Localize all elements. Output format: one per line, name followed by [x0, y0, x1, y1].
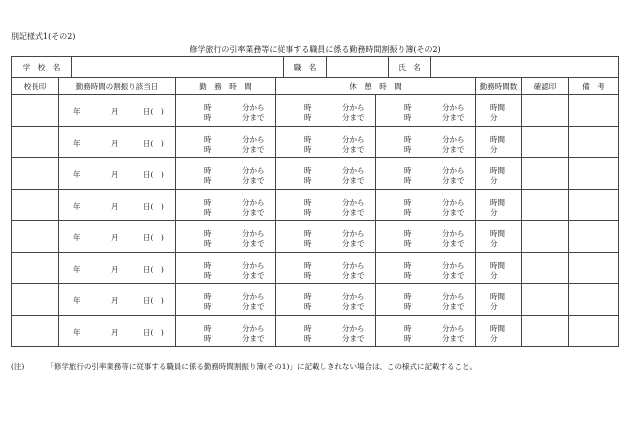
confirm-seal-cell[interactable] [522, 158, 569, 190]
minutes-label: 分 [490, 113, 498, 122]
hours-label: 時間 [490, 323, 505, 333]
from-label: 分から [442, 166, 465, 175]
from-label: 分から [342, 260, 365, 270]
name-field[interactable] [431, 57, 619, 78]
break-time-cell-2[interactable] [376, 284, 476, 316]
month-label: 月 [111, 138, 119, 148]
column-header-row [12, 78, 619, 95]
hour-label: 時 [404, 197, 412, 207]
hour-label: 時 [304, 270, 312, 280]
hour-label: 時 [304, 166, 312, 175]
minutes-label: 分 [490, 176, 498, 185]
principal-seal-cell[interactable] [12, 95, 59, 127]
date-cell[interactable] [59, 221, 176, 253]
work-time-cell[interactable] [176, 126, 276, 158]
month-label: 月 [111, 264, 119, 274]
hour-label: 時 [404, 166, 412, 175]
hour-label: 時 [204, 292, 212, 301]
work-hours-cell[interactable] [476, 95, 522, 127]
hour-label: 時 [304, 239, 312, 248]
col-target-date: 勤務時間の割振り該当日 [59, 78, 176, 95]
remarks-cell[interactable] [569, 221, 619, 253]
work-time-cell[interactable] [176, 95, 276, 127]
hour-label: 時 [404, 323, 412, 333]
footnote-text: 「修学旅行の引率業務等に従事する職員に係る勤務時間割振り簿(その1)」に記載しきれない場合は、この様式に記載すること。 [46, 362, 477, 371]
confirm-seal-cell[interactable] [522, 284, 569, 316]
break-time-cell-2[interactable] [376, 221, 476, 253]
hour-label: 時 [304, 134, 312, 144]
break-time-cell-2[interactable] [376, 158, 476, 190]
hour-label: 時 [304, 176, 312, 185]
work-hours-cell[interactable] [476, 126, 522, 158]
year-label: 年 [73, 264, 81, 274]
until-label: 分まで [342, 333, 365, 343]
break-time-cell-2[interactable] [376, 95, 476, 127]
year-label: 年 [73, 201, 81, 211]
minutes-label: 分 [490, 333, 498, 343]
from-label: 分から [342, 292, 365, 301]
break-time-cell-1[interactable] [276, 284, 376, 316]
from-label: 分から [242, 166, 265, 175]
from-label: 分から [342, 134, 365, 144]
until-label: 分まで [342, 239, 365, 248]
hour-label: 時 [404, 207, 412, 217]
until-label: 分まで [442, 207, 465, 217]
month-label: 月 [111, 107, 119, 116]
work-time-cell[interactable] [176, 158, 276, 190]
from-label: 分から [242, 197, 265, 207]
hours-label: 時間 [490, 103, 505, 112]
date-cell[interactable] [59, 189, 176, 221]
from-label: 分から [342, 229, 365, 238]
from-label: 分から [442, 103, 465, 112]
hour-label: 時 [304, 113, 312, 122]
hour-label: 時 [304, 333, 312, 343]
col-remarks: 備 考 [569, 78, 619, 95]
page-title: 修学旅行の引率業務等に従事する職員に係る勤務時間割振り簿(その2) [189, 45, 441, 54]
hour-label: 時 [304, 103, 312, 112]
until-label: 分まで [342, 207, 365, 217]
confirm-seal-cell[interactable] [522, 189, 569, 221]
year-label: 年 [73, 170, 81, 179]
date-cell[interactable] [59, 95, 176, 127]
remarks-cell[interactable] [569, 95, 619, 127]
work-hours-cell[interactable] [476, 315, 522, 347]
principal-seal-cell[interactable] [12, 315, 59, 347]
break-time-cell-1[interactable] [276, 221, 376, 253]
break-time-cell-2[interactable] [376, 252, 476, 284]
from-label: 分から [442, 292, 465, 301]
day-label: 日( ) [143, 170, 164, 179]
hour-label: 時 [404, 260, 412, 270]
until-label: 分まで [242, 302, 265, 311]
col-work-hours: 勤務時間数 [476, 78, 522, 95]
hour-label: 時 [304, 229, 312, 238]
footnote-label: (注) [11, 362, 25, 371]
position-label: 職 名 [284, 57, 327, 78]
day-label: 日( ) [143, 296, 164, 305]
header-table [11, 56, 619, 78]
work-hours-cell[interactable] [476, 284, 522, 316]
hour-label: 時 [304, 302, 312, 311]
hour-label: 時 [204, 176, 212, 185]
hour-label: 時 [204, 260, 212, 270]
month-label: 月 [111, 233, 119, 242]
until-label: 分まで [342, 144, 365, 154]
principal-seal-cell[interactable] [12, 126, 59, 158]
hour-label: 時 [204, 239, 212, 248]
minutes-label: 分 [490, 239, 498, 248]
until-label: 分まで [442, 144, 465, 154]
minutes-label: 分 [490, 270, 498, 280]
work-time-cell[interactable] [176, 284, 276, 316]
until-label: 分まで [342, 113, 365, 122]
col-principal-seal: 校長印 [12, 78, 59, 95]
until-label: 分まで [442, 113, 465, 122]
from-label: 分から [442, 134, 465, 144]
table-row [12, 158, 619, 190]
break-time-cell-1[interactable] [276, 252, 376, 284]
from-label: 分から [242, 292, 265, 301]
from-label: 分から [242, 134, 265, 144]
remarks-cell[interactable] [569, 158, 619, 190]
until-label: 分まで [342, 270, 365, 280]
date-cell[interactable] [59, 126, 176, 158]
hour-label: 時 [204, 113, 212, 122]
hour-label: 時 [304, 323, 312, 333]
school-name-field[interactable] [72, 57, 284, 78]
hour-label: 時 [304, 260, 312, 270]
hour-label: 時 [204, 333, 212, 343]
until-label: 分まで [442, 270, 465, 280]
hour-label: 時 [304, 144, 312, 154]
until-label: 分まで [242, 144, 265, 154]
hour-label: 時 [204, 166, 212, 175]
date-cell[interactable] [59, 252, 176, 284]
until-label: 分まで [442, 176, 465, 185]
until-label: 分まで [442, 302, 465, 311]
hour-label: 時 [404, 134, 412, 144]
hour-label: 時 [404, 292, 412, 301]
hour-label: 時 [204, 197, 212, 207]
hour-label: 時 [204, 323, 212, 333]
table-row [12, 126, 619, 158]
principal-seal-cell[interactable] [12, 158, 59, 190]
hours-label: 時間 [490, 260, 505, 270]
year-label: 年 [73, 327, 81, 337]
principal-seal-cell[interactable] [12, 284, 59, 316]
minutes-label: 分 [490, 144, 498, 154]
from-label: 分から [442, 260, 465, 270]
from-label: 分から [342, 166, 365, 175]
break-time-cell-1[interactable] [276, 315, 376, 347]
hour-label: 時 [304, 292, 312, 301]
until-label: 分まで [242, 270, 265, 280]
table-row [12, 315, 619, 347]
confirm-seal-cell[interactable] [522, 95, 569, 127]
hours-label: 時間 [490, 166, 505, 175]
day-label: 日( ) [143, 107, 164, 116]
hours-label: 時間 [490, 134, 505, 144]
hour-label: 時 [404, 113, 412, 122]
hour-label: 時 [404, 176, 412, 185]
year-label: 年 [73, 138, 81, 148]
col-work-time: 勤 務 時 間 [176, 78, 276, 95]
break-time-cell-1[interactable] [276, 95, 376, 127]
work-hours-cell[interactable] [476, 221, 522, 253]
remarks-cell[interactable] [569, 284, 619, 316]
from-label: 分から [342, 197, 365, 207]
hour-label: 時 [304, 197, 312, 207]
principal-seal-cell[interactable] [12, 189, 59, 221]
hour-label: 時 [404, 270, 412, 280]
from-label: 分から [442, 229, 465, 238]
table-row [12, 189, 619, 221]
break-time-cell-2[interactable] [376, 126, 476, 158]
year-label: 年 [73, 296, 81, 305]
footnote [11, 361, 477, 372]
work-hours-cell[interactable] [476, 158, 522, 190]
until-label: 分まで [442, 333, 465, 343]
table-row [12, 252, 619, 284]
hour-label: 時 [404, 229, 412, 238]
confirm-seal-cell[interactable] [522, 126, 569, 158]
work-time-cell[interactable] [176, 252, 276, 284]
principal-seal-cell[interactable] [12, 221, 59, 253]
minutes-label: 分 [490, 207, 498, 217]
hour-label: 時 [204, 207, 212, 217]
day-label: 日( ) [143, 233, 164, 242]
date-cell[interactable] [59, 158, 176, 190]
work-time-cell[interactable] [176, 315, 276, 347]
hours-label: 時間 [490, 292, 505, 301]
hour-label: 時 [204, 134, 212, 144]
hour-label: 時 [204, 229, 212, 238]
date-cell[interactable] [59, 315, 176, 347]
until-label: 分まで [242, 333, 265, 343]
month-label: 月 [111, 201, 119, 211]
remarks-cell[interactable] [569, 189, 619, 221]
remarks-cell[interactable] [569, 126, 619, 158]
confirm-seal-cell[interactable] [522, 221, 569, 253]
month-label: 月 [111, 296, 119, 305]
register-sheet [11, 56, 618, 346]
from-label: 分から [242, 229, 265, 238]
break-time-cell-2[interactable] [376, 189, 476, 221]
until-label: 分まで [342, 176, 365, 185]
until-label: 分まで [242, 239, 265, 248]
hour-label: 時 [404, 333, 412, 343]
position-field[interactable] [327, 57, 389, 78]
month-label: 月 [111, 170, 119, 179]
hour-label: 時 [204, 103, 212, 112]
date-cell[interactable] [59, 284, 176, 316]
hour-label: 時 [404, 103, 412, 112]
day-label: 日( ) [143, 327, 164, 337]
until-label: 分まで [442, 239, 465, 248]
break-time-cell-1[interactable] [276, 158, 376, 190]
from-label: 分から [242, 323, 265, 333]
work-hours-cell[interactable] [476, 189, 522, 221]
hour-label: 時 [204, 270, 212, 280]
work-hours-cell[interactable] [476, 252, 522, 284]
table-row [12, 284, 619, 316]
from-label: 分から [242, 103, 265, 112]
hour-label: 時 [404, 239, 412, 248]
schedule-table [11, 77, 619, 347]
col-break-time: 休 憩 時 間 [276, 78, 476, 95]
until-label: 分まで [242, 113, 265, 122]
from-label: 分から [342, 323, 365, 333]
col-confirm-seal: 確認印 [522, 78, 569, 95]
form-label: 別記様式1(その2) [11, 32, 76, 41]
table-row [12, 95, 619, 127]
until-label: 分まで [242, 207, 265, 217]
table-row [12, 221, 619, 253]
school-name-label: 学 校 名 [12, 57, 72, 78]
break-time-cell-1[interactable] [276, 189, 376, 221]
from-label: 分から [342, 103, 365, 112]
hour-label: 時 [404, 302, 412, 311]
work-time-cell[interactable] [176, 221, 276, 253]
break-time-cell-2[interactable] [376, 315, 476, 347]
principal-seal-cell[interactable] [12, 252, 59, 284]
year-label: 年 [73, 233, 81, 242]
hour-label: 時 [304, 207, 312, 217]
hours-label: 時間 [490, 197, 505, 207]
hours-label: 時間 [490, 229, 505, 238]
from-label: 分から [242, 260, 265, 270]
confirm-seal-cell[interactable] [522, 315, 569, 347]
from-label: 分から [442, 323, 465, 333]
day-label: 日( ) [143, 201, 164, 211]
year-label: 年 [73, 107, 81, 116]
from-label: 分から [442, 197, 465, 207]
hour-label: 時 [204, 144, 212, 154]
hour-label: 時 [404, 144, 412, 154]
remarks-cell[interactable] [569, 252, 619, 284]
month-label: 月 [111, 327, 119, 337]
minutes-label: 分 [490, 302, 498, 311]
day-label: 日( ) [143, 138, 164, 148]
until-label: 分まで [342, 302, 365, 311]
work-time-cell[interactable] [176, 189, 276, 221]
until-label: 分まで [242, 176, 265, 185]
hour-label: 時 [204, 302, 212, 311]
remarks-cell[interactable] [569, 315, 619, 347]
confirm-seal-cell[interactable] [522, 252, 569, 284]
name-label: 氏 名 [389, 57, 431, 78]
break-time-cell-1[interactable] [276, 126, 376, 158]
day-label: 日( ) [143, 264, 164, 274]
